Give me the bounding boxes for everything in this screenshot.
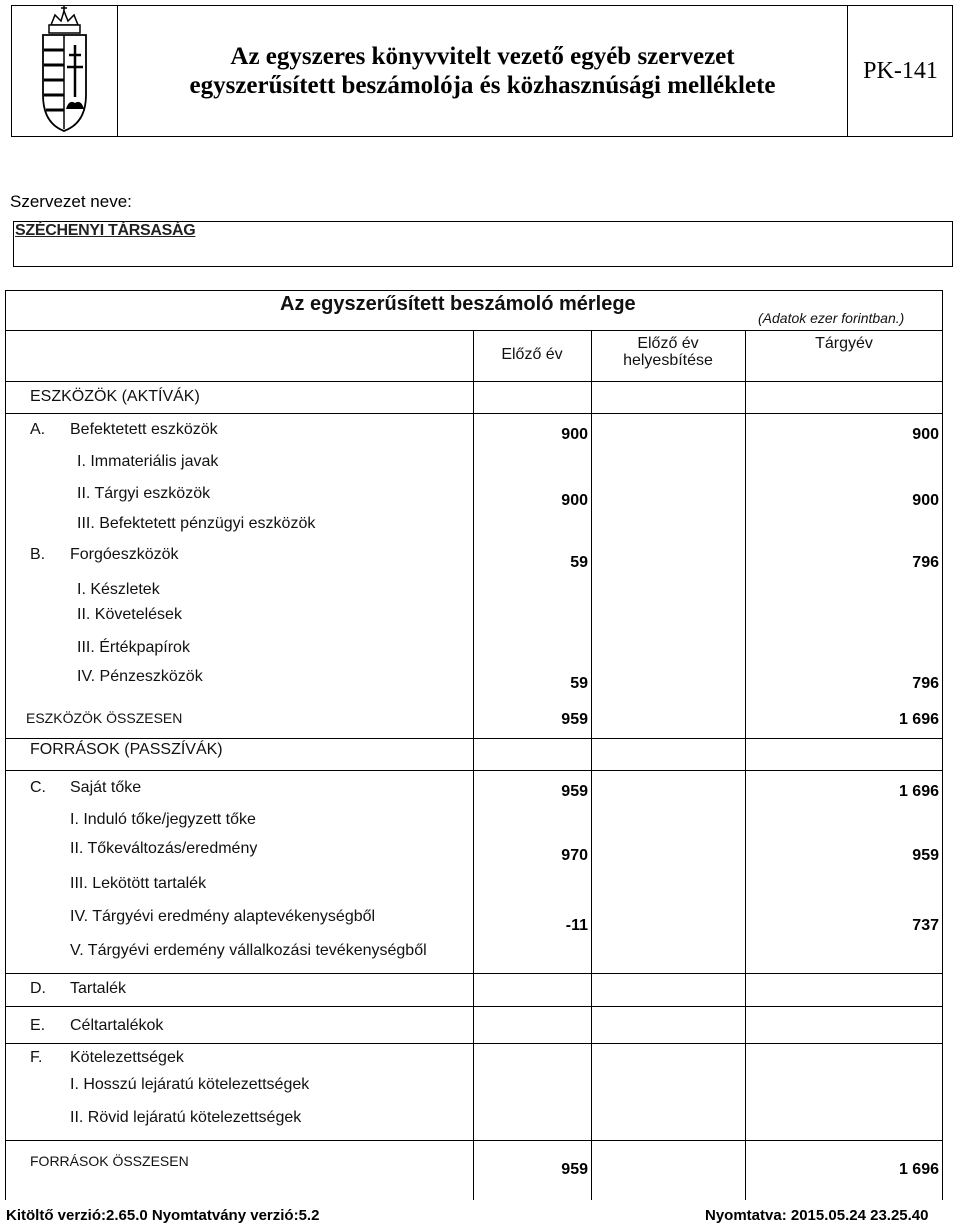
row-code: A. [30,421,46,438]
divider [5,738,943,739]
value-prev: -11 [565,917,588,934]
row-code: F. [30,1049,43,1066]
row-label: IV. Pénzeszközök [77,668,203,685]
row-label: I. Immateriális javak [77,453,219,470]
value-curr: 1 696 [898,783,939,800]
row-label: II. Tőkeváltozás/eredmény [70,840,258,857]
value-prev: 970 [561,847,588,864]
column-divider [473,330,474,1200]
title-line-2: egyszerűsített beszámolója és közhasznúsági melléklete [189,72,776,99]
row-label: II. Rövid lejáratú kötelezettségek [70,1109,302,1126]
liabilities-total-label: FORRÁSOK ÖSSZESEN [30,1153,189,1169]
value-curr: 900 [912,426,939,443]
balance-sheet-title: Az egyszerűsített beszámoló mérlege [280,293,636,315]
assets-total-label: ESZKÖZÖK ÖSSZESEN [26,710,183,726]
column-header-adjustment-line1: Előző év [637,335,699,352]
assets-heading: ESZKÖZÖK (AKTÍVÁK) [30,388,200,405]
value-curr: 796 [912,675,939,692]
row-label: Befektetett eszközök [70,421,218,438]
unit-note: (Adatok ezer forintban.) [758,310,905,326]
value-curr: 796 [912,554,939,571]
row-label: I. Induló tőke/jegyzett tőke [70,811,256,828]
row-label: III. Értékpapírok [77,639,190,656]
row-label: V. Tárgyévi erdemény vállalkozási tevékenységből [70,942,427,959]
column-header-current-year: Tárgyév [815,335,873,352]
row-label: III. Lekötött tartalék [70,875,207,892]
value-prev: 900 [561,492,588,509]
title-line-1: Az egyszeres könyvvitelt vezető egyéb szervezet [230,43,735,70]
column-header-adjustment-line2: helyesbítése [623,352,713,369]
row-label: Tartalék [70,980,127,997]
liabilities-heading: FORRÁSOK (PASSZÍVÁK) [30,741,223,758]
row-label: I. Hosszú lejáratú kötelezettségek [70,1076,310,1093]
row-code: C. [30,779,46,796]
row-label: Forgóeszközök [70,546,179,563]
form-title [118,5,848,137]
row-label: Kötelezettségek [70,1049,184,1066]
assets-total-curr: 1 696 [898,711,939,728]
divider [5,330,943,331]
column-divider [745,330,746,1200]
value-prev: 59 [570,554,588,571]
column-header-prev-year: Előző év [501,346,563,363]
liabilities-total-curr: 1 696 [898,1161,939,1178]
divider [5,413,943,414]
column-divider [591,330,592,1200]
divider [5,1006,943,1007]
organization-name: SZÉCHENYI TÁRSASÁG [15,222,196,239]
row-label: Céltartalékok [70,1017,164,1034]
row-code: D. [30,980,46,997]
row-label: II. Tárgyi eszközök [77,485,211,502]
value-prev: 900 [561,426,588,443]
divider [5,1043,943,1044]
liabilities-total-prev: 959 [561,1161,588,1178]
row-label: Saját tőke [70,779,142,796]
row-code: B. [30,546,46,563]
divider [5,1140,943,1141]
row-code: E. [30,1017,46,1034]
footer-print-date: Nyomtatva: 2015.05.24 23.25.40 [705,1207,929,1224]
value-curr: 737 [912,917,939,934]
row-label: III. Befektetett pénzügyi eszközök [77,515,316,532]
footer-version: Kitöltő verzió:2.65.0 Nyomtatvány verzió:5.2 [6,1207,320,1224]
logo-cell [11,5,118,137]
value-prev: 59 [570,675,588,692]
value-curr: 900 [912,492,939,509]
divider [5,770,943,771]
row-label: II. Követelések [77,606,182,623]
assets-total-prev: 959 [561,711,588,728]
divider [5,381,943,382]
organization-label: Szervezet neve: [10,192,132,211]
value-prev: 959 [561,783,588,800]
divider [5,973,943,974]
row-label: IV. Tárgyévi eredmény alaptevékenységből [70,908,376,925]
row-label: I. Készletek [77,581,160,598]
column-header-adjustment [591,335,745,369]
value-curr: 959 [912,847,939,864]
hungarian-coat-of-arms-icon [11,5,118,137]
form-code: PK-141 [863,57,938,84]
